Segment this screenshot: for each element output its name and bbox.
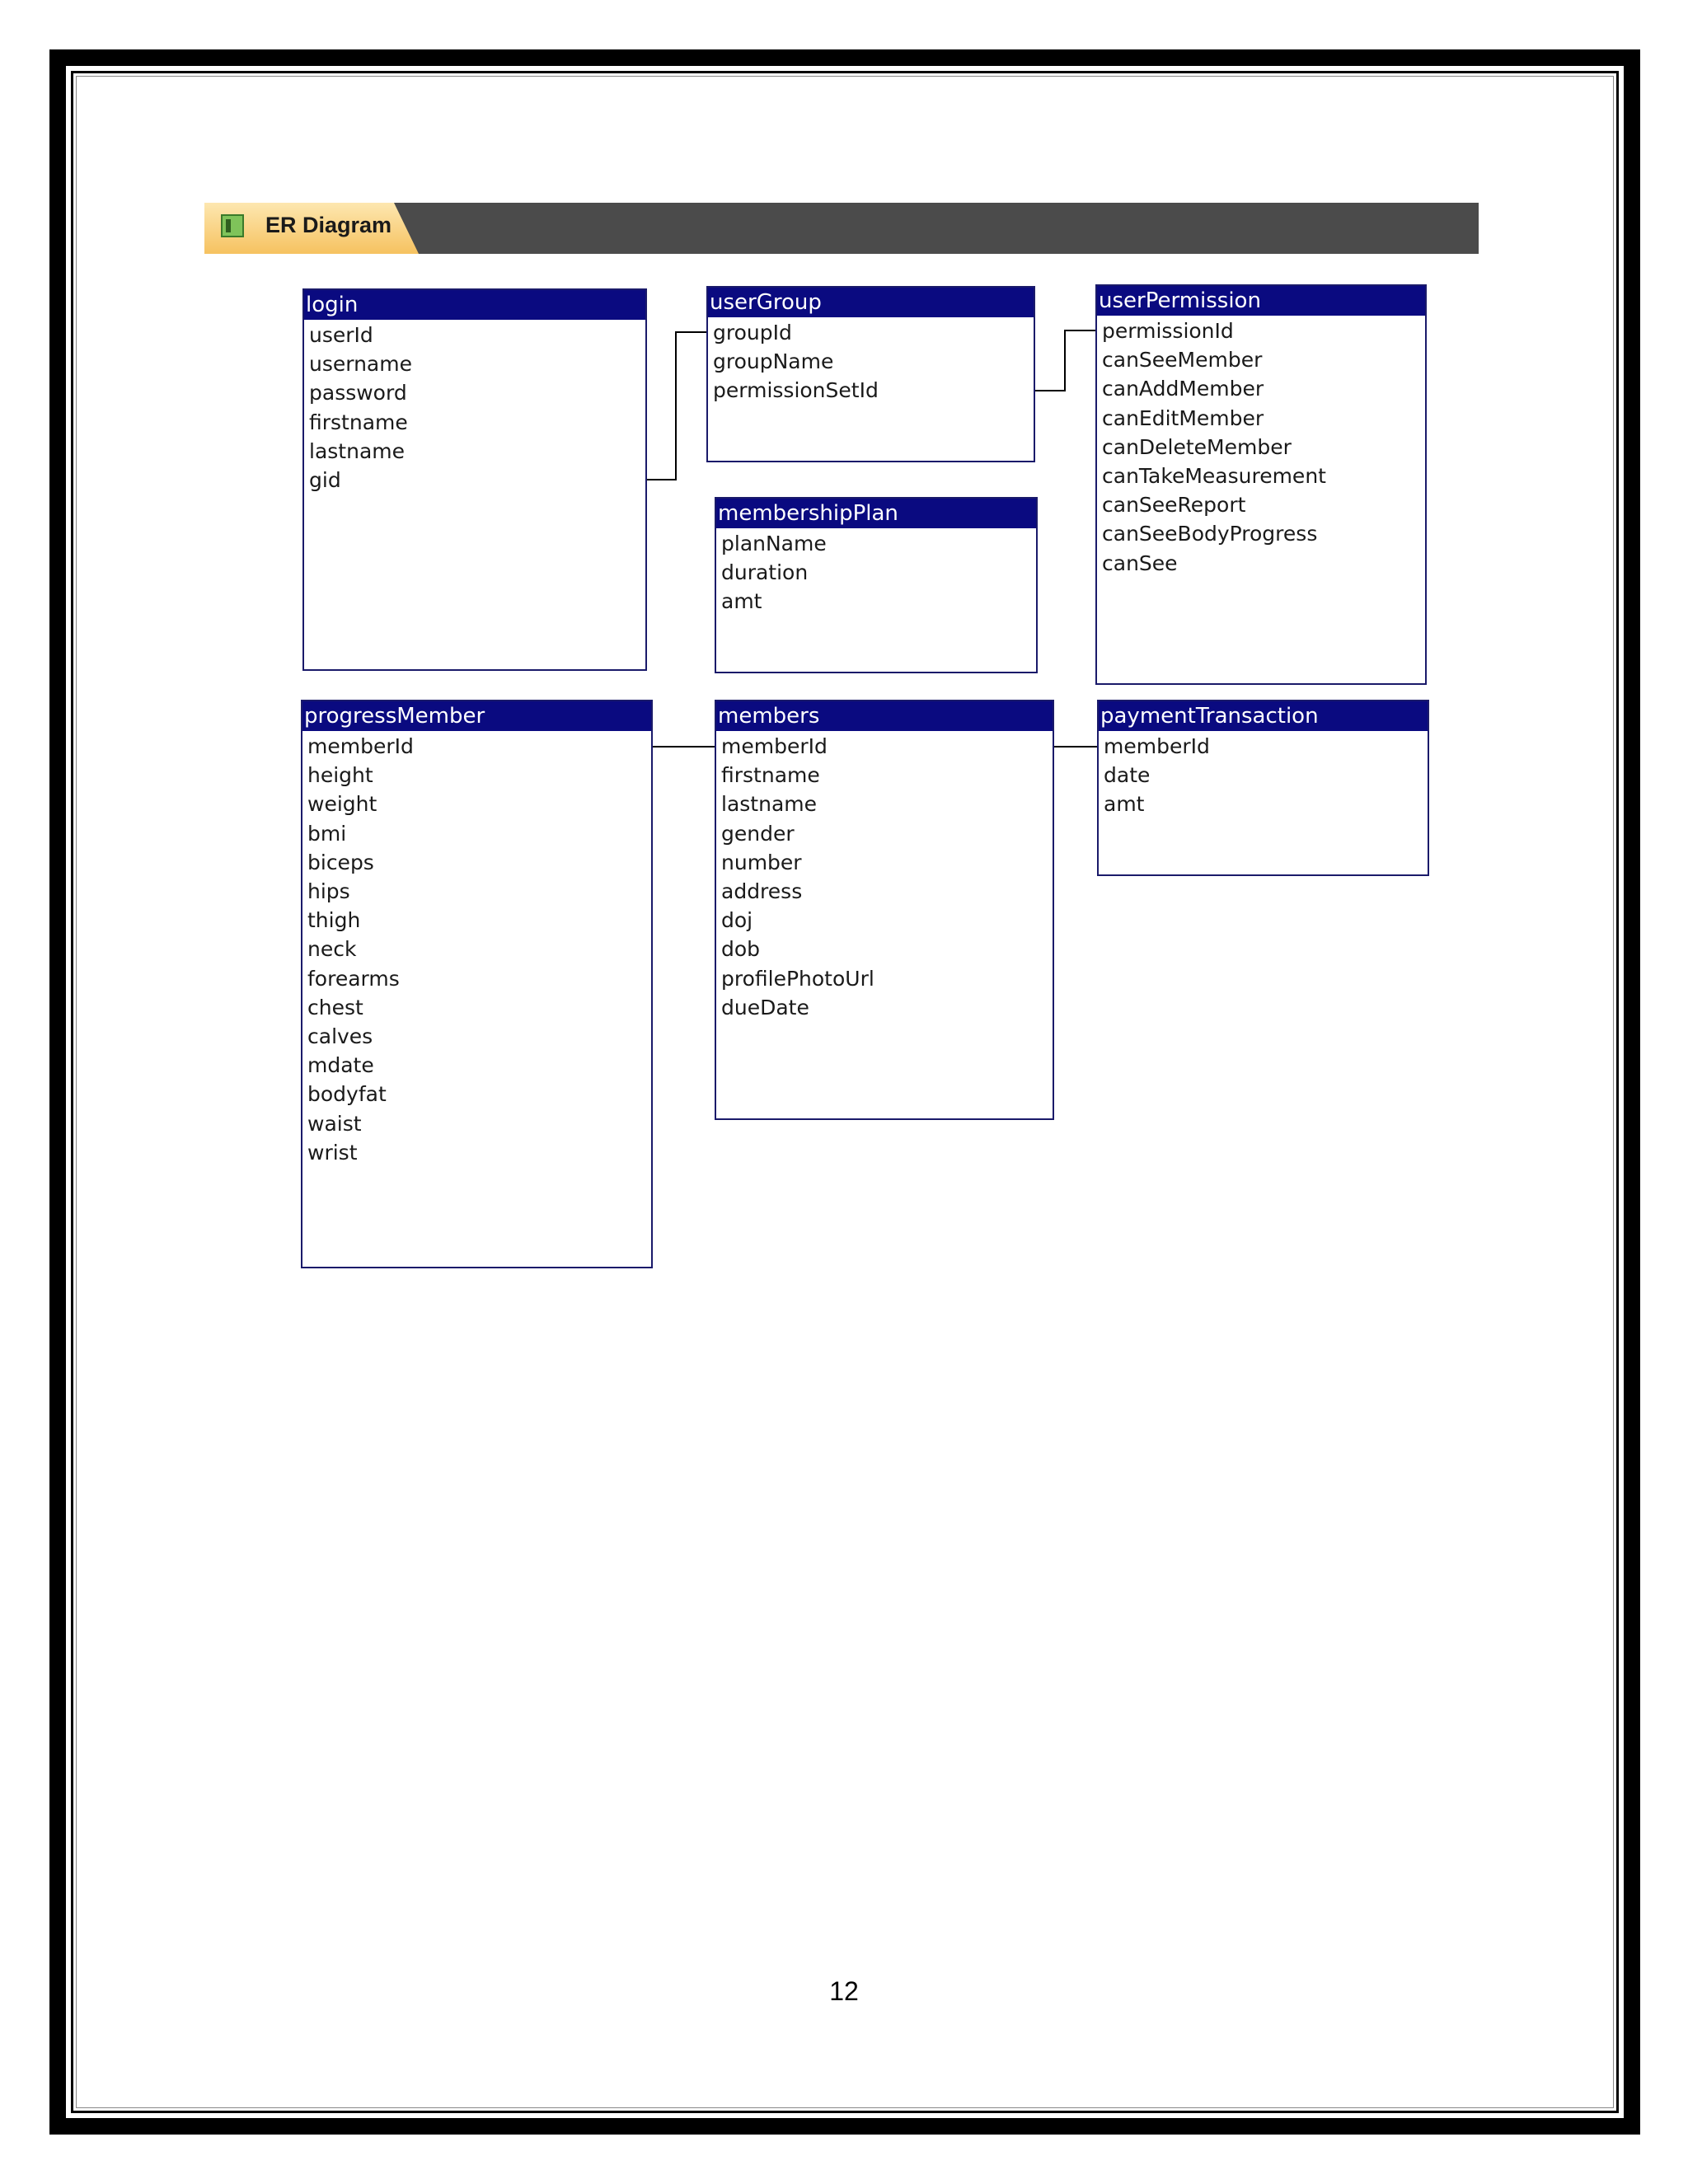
field-gender[interactable]: gender [721, 821, 795, 846]
field-memberId[interactable]: memberId [1104, 734, 1210, 758]
field-canTakeMeasurement[interactable]: canTakeMeasurement [1102, 464, 1326, 489]
field-address[interactable]: address [721, 879, 803, 904]
field-firstname[interactable]: firstname [309, 410, 408, 434]
field-doj[interactable]: doj [721, 908, 753, 933]
field-dob[interactable]: dob [721, 937, 761, 962]
field-lastname[interactable]: lastname [721, 792, 817, 817]
field-profilePhotoUrl[interactable]: profilePhotoUrl [721, 966, 874, 991]
field-userId[interactable]: userId [309, 323, 373, 347]
field-permissionId[interactable]: permissionId [1102, 319, 1234, 343]
field-hips[interactable]: hips [307, 879, 350, 904]
field-canSeeMember[interactable]: canSeeMember [1102, 348, 1263, 373]
field-calves[interactable]: calves [307, 1024, 373, 1049]
field-memberId[interactable]: memberId [721, 734, 828, 758]
er-diagram-tab-label: ER Diagram [265, 213, 392, 237]
field-chest[interactable]: chest [307, 995, 363, 1019]
field-username[interactable]: username [309, 352, 412, 377]
table-progressmember[interactable] [301, 700, 653, 1268]
field-date[interactable]: date [1104, 763, 1151, 788]
field-forearms[interactable]: forearms [307, 966, 400, 991]
field-canSeeBodyProgress[interactable]: canSeeBodyProgress [1102, 522, 1318, 546]
field-weight[interactable]: weight [307, 792, 377, 817]
table-header-login[interactable]: login [304, 290, 645, 320]
field-waist[interactable]: waist [307, 1111, 362, 1136]
table-usergroup[interactable] [706, 286, 1035, 462]
field-dueDate[interactable]: dueDate [721, 995, 809, 1019]
table-header-membershipplan[interactable]: membershipPlan [716, 499, 1036, 528]
field-canAddMember[interactable]: canAddMember [1102, 377, 1264, 401]
field-permissionSetId[interactable]: permissionSetId [713, 378, 879, 403]
field-lastname[interactable]: lastname [309, 438, 405, 463]
field-height[interactable]: height [307, 763, 373, 788]
field-groupId[interactable]: groupId [713, 321, 792, 344]
field-canSeeReport[interactable]: canSeeReport [1102, 493, 1246, 518]
field-thigh[interactable]: thigh [307, 908, 361, 933]
table-header-usergroup[interactable]: userGroup [708, 288, 1034, 317]
field-firstname[interactable]: firstname [721, 763, 820, 788]
table-header-paymenttransaction[interactable]: paymentTransaction [1099, 701, 1428, 731]
field-neck[interactable]: neck [307, 937, 357, 962]
field-planName[interactable]: planName [721, 532, 827, 555]
table-header-members[interactable]: members [716, 701, 1053, 731]
field-amt[interactable]: amt [721, 589, 762, 614]
field-password[interactable]: password [309, 381, 407, 405]
table-members[interactable] [715, 700, 1054, 1120]
field-memberId[interactable]: memberId [307, 734, 414, 758]
field-groupName[interactable]: groupName [713, 349, 834, 374]
field-amt[interactable]: amt [1104, 792, 1145, 817]
field-biceps[interactable]: biceps [307, 850, 374, 874]
table-paymenttransaction[interactable] [1097, 700, 1429, 876]
page-number: 12 [829, 1976, 859, 2006]
table-userpermission[interactable] [1095, 284, 1427, 685]
field-number[interactable]: number [721, 850, 802, 874]
field-bodyfat[interactable]: bodyfat [307, 1082, 387, 1107]
table-login[interactable] [302, 288, 647, 671]
field-bmi[interactable]: bmi [307, 821, 347, 846]
table-icon [221, 214, 244, 237]
table-membershipplan[interactable] [715, 497, 1038, 673]
field-canDeleteMember[interactable]: canDeleteMember [1102, 434, 1292, 459]
field-canEditMember[interactable]: canEditMember [1102, 405, 1264, 430]
table-header-userpermission[interactable]: userPermission [1097, 286, 1425, 316]
field-duration[interactable]: duration [721, 560, 809, 585]
field-canSee[interactable]: canSee [1102, 551, 1178, 575]
field-mdate[interactable]: mdate [307, 1053, 374, 1078]
table-header-progressmember[interactable]: progressMember [302, 701, 651, 731]
field-wrist[interactable]: wrist [307, 1140, 358, 1165]
field-gid[interactable]: gid [309, 468, 341, 493]
